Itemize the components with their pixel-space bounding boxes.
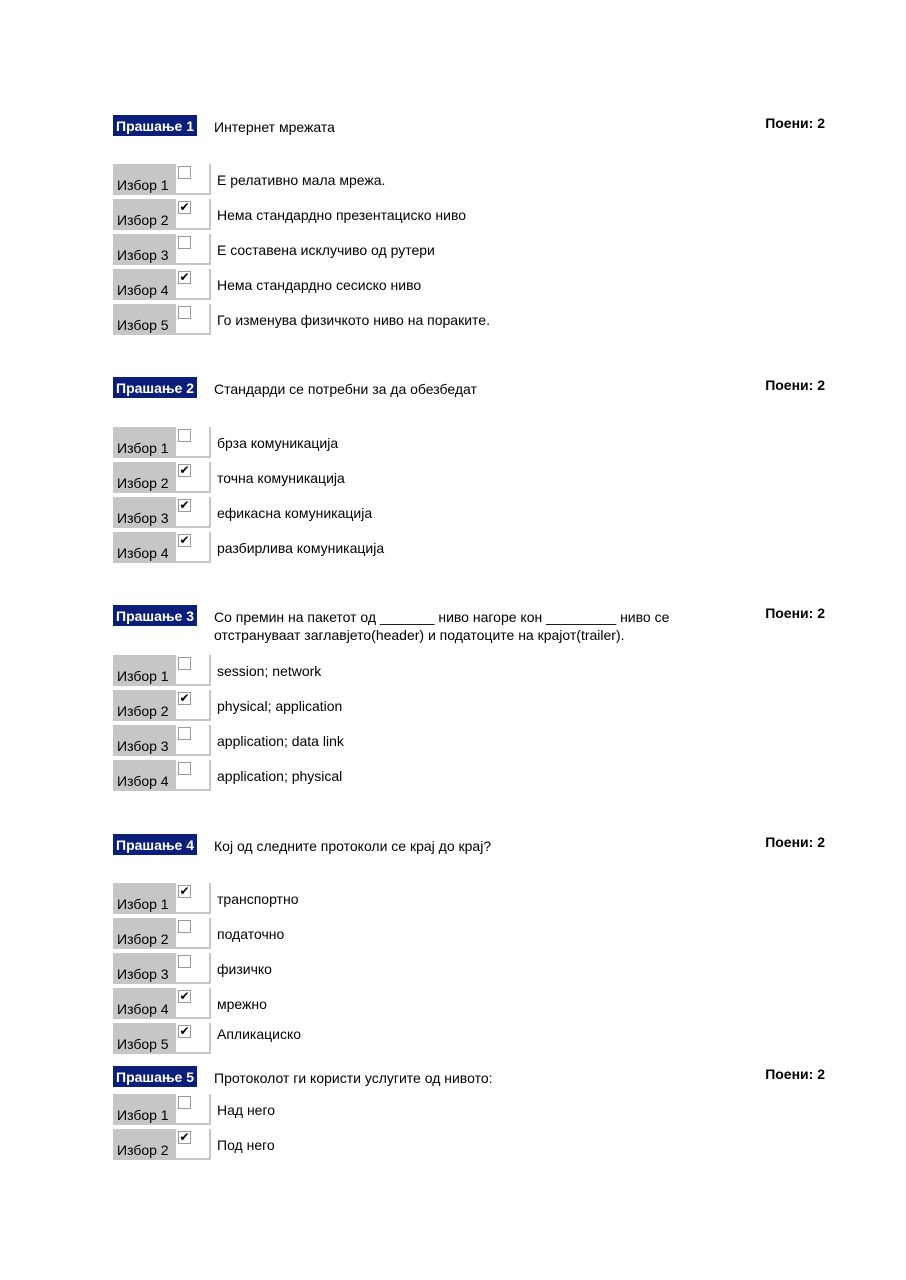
choice-text: physical; application xyxy=(217,698,343,714)
question-3 xyxy=(113,605,825,789)
choice-text: ефикасна комуникација xyxy=(217,505,373,521)
choice-checkbox[interactable]: ✔ xyxy=(179,200,190,214)
question-header xyxy=(113,115,825,137)
choice-checkbox[interactable] xyxy=(178,429,191,442)
choice-row xyxy=(113,953,713,984)
choice-text: application; data link xyxy=(217,733,344,749)
choice-row xyxy=(113,427,713,458)
choice-text: точна комуникација xyxy=(217,470,345,486)
choice-text: физичко xyxy=(217,961,272,977)
choice-row xyxy=(113,655,713,686)
choice-label: Избор 2 xyxy=(117,703,169,719)
choice-row xyxy=(113,304,713,335)
choice-label: Избор 3 xyxy=(117,510,169,526)
question-text: Интернет мрежата xyxy=(214,119,335,135)
choice-row xyxy=(113,497,713,528)
choice-row xyxy=(113,199,713,230)
choice-checkbox[interactable]: ✔ xyxy=(179,989,190,1003)
points-label: Поени: 2 xyxy=(765,115,825,131)
choice-checkbox[interactable] xyxy=(178,166,191,179)
choice-checkbox[interactable]: ✔ xyxy=(179,270,190,284)
question-header xyxy=(113,834,825,856)
choice-checkbox[interactable] xyxy=(178,727,191,740)
question-text: Со премин на пакетот од _______ ниво нагоре кон _________ ниво се отстрануваат заглавјето(header) и податоците на крајот(trailer). xyxy=(214,609,670,643)
choice-row xyxy=(113,462,713,493)
question-number-badge: Прашање 5 xyxy=(113,1066,197,1087)
choice-row xyxy=(113,269,713,300)
choice-label: Избор 2 xyxy=(117,931,169,947)
choice-row xyxy=(113,1129,713,1160)
points-label: Поени: 2 xyxy=(765,605,825,621)
choice-text: Го изменува физичкото ниво на пораките. xyxy=(217,312,490,328)
choice-label: Избор 4 xyxy=(117,282,169,298)
choice-label: Избор 1 xyxy=(117,896,169,912)
choice-checkbox[interactable]: ✔ xyxy=(179,1130,190,1144)
question-number-badge: Прашање 3 xyxy=(113,605,197,626)
question-5 xyxy=(113,1066,825,1158)
choice-checkbox[interactable] xyxy=(178,306,191,319)
choice-row xyxy=(113,918,713,949)
choice-checkbox[interactable] xyxy=(178,955,191,968)
choice-text: Под него xyxy=(217,1137,275,1153)
choice-text: application; physical xyxy=(217,768,343,784)
choice-text: разбирлива комуникација xyxy=(217,540,385,556)
question-header xyxy=(113,605,825,643)
choice-label: Избор 3 xyxy=(117,738,169,754)
choice-text: Над него xyxy=(217,1102,276,1118)
choice-text: session; network xyxy=(217,663,322,679)
choice-checkbox[interactable]: ✔ xyxy=(179,498,190,512)
choice-row xyxy=(113,234,713,265)
choice-label: Избор 3 xyxy=(117,966,169,982)
choice-checkbox[interactable]: ✔ xyxy=(179,1024,190,1038)
points-label: Поени: 2 xyxy=(765,377,825,393)
choice-text: брза комуникација xyxy=(217,435,339,451)
choice-text: Нема стандардно сесиско ниво xyxy=(217,277,422,293)
choice-row xyxy=(113,725,713,756)
question-text: Стандарди се потребни за да обезбедат xyxy=(214,381,477,397)
question-number-badge: Прашање 1 xyxy=(113,115,197,136)
choice-label: Избор 4 xyxy=(117,1001,169,1017)
choice-label: Избор 5 xyxy=(117,1036,169,1052)
choice-text: Апликациско xyxy=(217,1026,302,1042)
question-2 xyxy=(113,377,825,561)
question-1 xyxy=(113,115,825,333)
choice-label: Избор 4 xyxy=(117,773,169,789)
choice-label: Избор 1 xyxy=(117,1107,169,1123)
choice-checkbox[interactable] xyxy=(178,762,191,775)
choice-label: Избор 2 xyxy=(117,1142,169,1158)
question-number-badge: Прашање 4 xyxy=(113,834,197,855)
choice-label: Избор 1 xyxy=(117,440,169,456)
choice-text: Нема стандардно презентациско ниво xyxy=(217,207,467,223)
choice-text: податочно xyxy=(217,926,285,942)
choice-label: Избор 2 xyxy=(117,475,169,491)
question-header xyxy=(113,377,825,399)
choice-text: Е составена исклучиво од рутери xyxy=(217,242,435,258)
choice-checkbox[interactable]: ✔ xyxy=(179,691,190,705)
choice-label: Избор 2 xyxy=(117,212,169,228)
choice-checkbox[interactable]: ✔ xyxy=(179,884,190,898)
points-label: Поени: 2 xyxy=(765,1066,825,1082)
choice-row xyxy=(113,690,713,721)
question-header xyxy=(113,1066,825,1088)
choice-label: Избор 1 xyxy=(117,668,169,684)
question-text: Кој од следните протоколи се крај до крај? xyxy=(214,838,492,854)
choice-text: транспортно xyxy=(217,891,299,907)
choice-row xyxy=(113,164,713,195)
choice-label: Избор 1 xyxy=(117,177,169,193)
choice-row xyxy=(113,532,713,563)
choice-checkbox[interactable] xyxy=(178,920,191,933)
choice-label: Избор 3 xyxy=(117,247,169,263)
choice-row xyxy=(113,988,713,1019)
choice-row xyxy=(113,760,713,791)
choice-checkbox[interactable] xyxy=(178,236,191,249)
question-text: Протоколот ги користи услугите од нивото: xyxy=(214,1070,493,1086)
points-label: Поени: 2 xyxy=(765,834,825,850)
choice-row xyxy=(113,1094,713,1125)
question-4 xyxy=(113,834,825,1052)
choice-checkbox[interactable] xyxy=(178,657,191,670)
choice-row xyxy=(113,1023,713,1054)
choice-checkbox[interactable] xyxy=(178,1096,191,1109)
choice-checkbox[interactable]: ✔ xyxy=(179,533,190,547)
choice-label: Избор 5 xyxy=(117,317,169,333)
choice-label: Избор 4 xyxy=(117,545,169,561)
choice-row xyxy=(113,883,713,914)
question-number-badge: Прашање 2 xyxy=(113,377,197,398)
choice-text: Е релативно мала мрежа. xyxy=(217,172,386,188)
choice-checkbox[interactable]: ✔ xyxy=(179,463,190,477)
choice-text: мрежно xyxy=(217,996,267,1012)
